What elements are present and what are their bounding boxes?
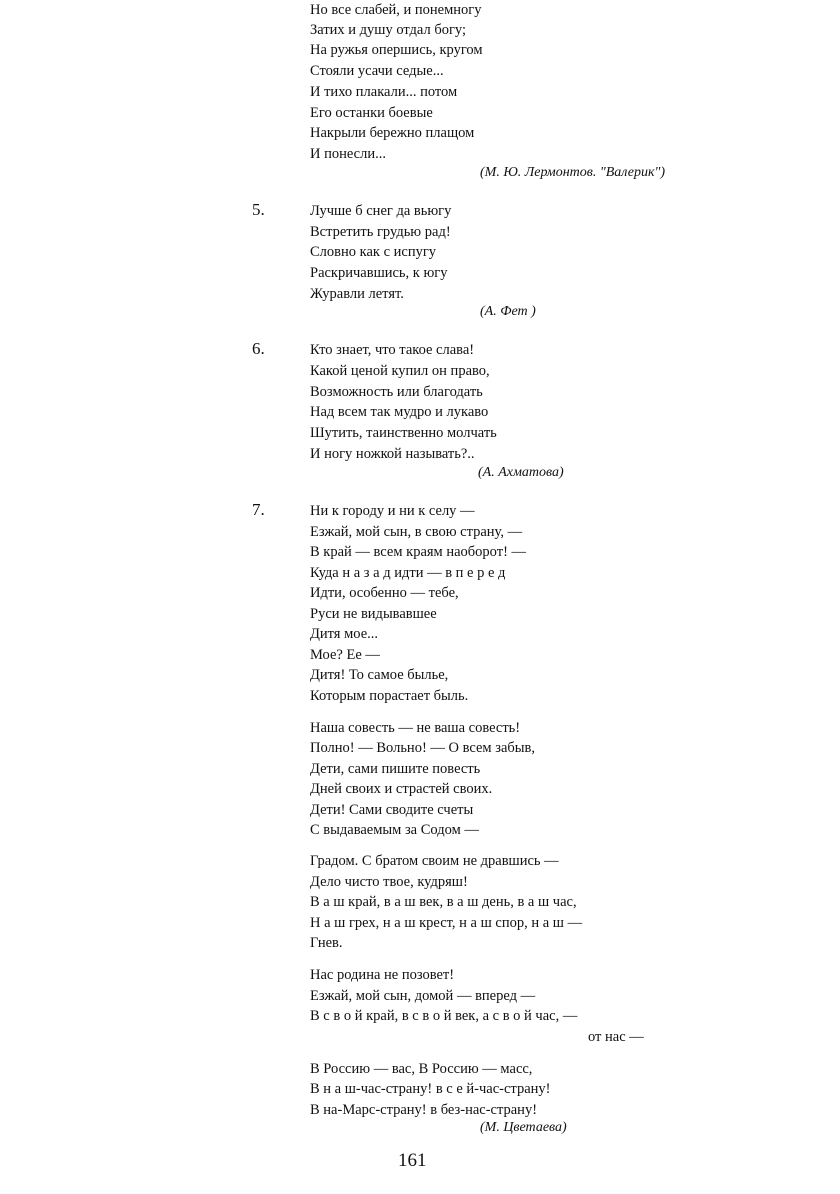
poem-line: Ни к городу и ни к селу — [310,503,475,519]
poem-line: Градом. С братом своим не дравшись — [310,853,559,869]
poem-source: (М. Ю. Лермонтов. "Валерик") [480,165,666,180]
poem-source: (А. Ахматова) [478,465,564,480]
poem-line: Стояли усачи седые... [310,63,444,79]
poem-line: Затих и душу отдал богу; [310,22,467,38]
poem-line: Дитя мое... [310,626,379,642]
poem-line: Мое? Ее — [310,647,380,663]
poem-line: Какой ценой купил он право, [310,363,490,379]
poem-line: Идти, особенно — тебе, [310,585,459,601]
poem-line: Лучше б снег да вьюгу [310,203,452,219]
poem-line: Шутить, таинственно молчать [310,425,497,441]
poem-line: Встретить грудью рад! [310,224,451,240]
poem-line: Езжай, мой сын, домой — вперед — [310,988,536,1004]
poem-line: Дети! Сами сводите счеты [310,802,474,818]
poem-line: Над всем так мудро и лукаво [310,404,489,420]
poem-line: Полно! — Вольно! — О всем забыв, [310,740,535,756]
poem-line: Н а ш грех, н а ш крест, н а ш спор, н а ш — [310,915,583,931]
poem-source: (М. Цветаева) [480,1120,567,1135]
poem-line: Руси не видывавшее [310,606,437,622]
poem-line: Журавли летят. [310,286,404,302]
poem-line: от нас — [588,1029,644,1045]
poem-line: Дело чисто твое, кудряш! [310,874,468,890]
poem-line: Словно как с испугу [310,244,437,260]
poem-line: Дети, сами пишите повесть [310,761,481,777]
poem-line: Возможность или благодать [310,384,483,400]
poem-line: Но все слабей, и понемногу [310,2,482,18]
poem-line: В н а ш-час-страну! в с е й-час-страну! [310,1081,551,1097]
poem-line: Дней своих и страстей своих. [310,781,493,797]
poem-line: В а ш край, в а ш век, в а ш день, в а ш час, [310,894,577,910]
item-number: 5. [252,200,265,219]
poem-line: Которым порастает быль. [310,688,469,704]
poem-line: И тихо плакали... потом [310,84,458,100]
poem-line: Куда н а з а д идти — в п е р е д [310,565,506,581]
poem-line: Гнев. [310,935,343,951]
poem-line: Раскричавшись, к югу [310,265,448,281]
poem-line: В Россию — вас, В Россию — масс, [310,1061,533,1077]
poem-line: В край — всем краям наоборот! — [310,544,527,560]
poem-line: Кто знает, что такое слава! [310,342,475,358]
page-number: 161 [398,1150,427,1171]
poem-line: И ногу ножкой называть?.. [310,446,475,462]
poem-line: Езжай, мой сын, в свою страну, — [310,524,523,540]
poem-line: Нас родина не позовет! [310,967,455,983]
poem-line: В на-Марс-страну! в без-нас-страну! [310,1102,538,1118]
item-number: 7. [252,500,265,519]
poem-line: Наша совесть — не ваша совесть! [310,720,521,736]
poem-line: Накрыли бережно плащом [310,125,475,141]
poem-line: В с в о й край, в с в о й век, а с в о й час, — [310,1008,578,1024]
poem-line: И понесли... [310,146,386,162]
poem-line: Дитя! То самое былье, [310,667,449,683]
poem-line: На ружья опершись, кругом [310,42,483,58]
item-number: 6. [252,339,265,358]
poem-source: (А. Фет ) [480,304,536,319]
poem-line: Его останки боевые [310,105,433,121]
poem-line: С выдаваемым за Содом — [310,822,479,838]
